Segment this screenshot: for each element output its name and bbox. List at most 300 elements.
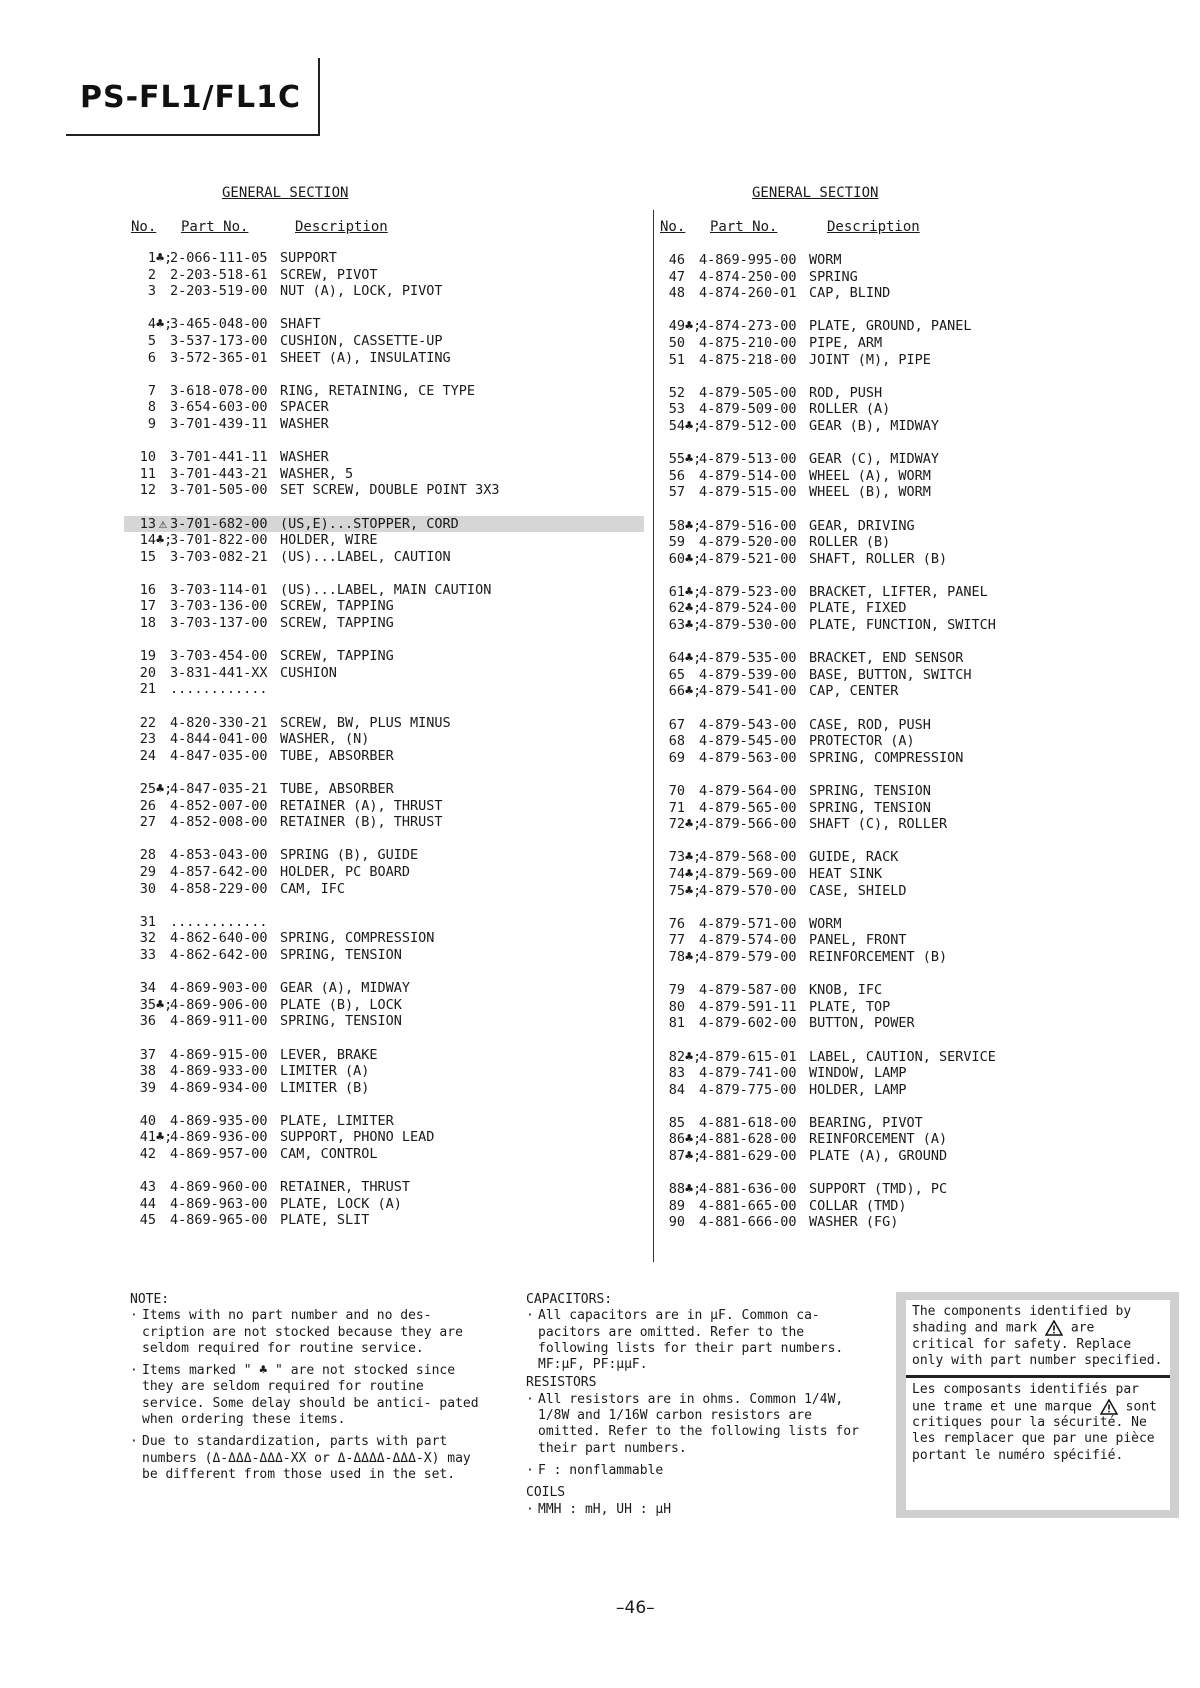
part-description: SCREW, TAPPING: [280, 598, 394, 615]
part-mark: [685, 783, 699, 800]
part-number-index: 85: [668, 1114, 685, 1131]
part-row: [653, 683, 1173, 700]
part-description: BRACKET, END SENSOR: [809, 650, 964, 667]
part-mark: [156, 930, 170, 947]
part-number-index: 42: [139, 1146, 156, 1163]
part-mark: ♣;: [685, 816, 702, 833]
part-mark: [685, 484, 699, 501]
part-description: GEAR, DRIVING: [809, 517, 915, 534]
part-row: [653, 849, 1173, 866]
part-description: BEARING, PIVOT: [809, 1114, 923, 1131]
part-number: ............: [170, 681, 268, 698]
part-description: (US)...LABEL, CAUTION: [280, 548, 451, 565]
part-number-index: 4: [147, 316, 156, 333]
part-description: PLATE, FUNCTION, SWITCH: [809, 617, 996, 634]
part-number: 4-869-935-00: [170, 1112, 268, 1129]
part-description: SHAFT (C), ROLLER: [809, 816, 948, 833]
part-row: [124, 383, 644, 400]
part-mark: [685, 982, 699, 999]
part-number: 4-874-250-00: [699, 268, 797, 285]
part-number-index: 80: [668, 998, 685, 1015]
part-description: PLATE, LOCK (A): [280, 1195, 402, 1212]
part-description: PLATE, FIXED: [809, 600, 907, 617]
part-number-index: 16: [139, 581, 156, 598]
part-number: 2-066-111-05: [170, 250, 268, 266]
part-number-index: 39: [139, 1079, 156, 1096]
coils-title: COILS: [526, 1485, 566, 1501]
part-mark: [685, 916, 699, 933]
part-row: [653, 1049, 1173, 1066]
part-number: 4-879-569-00: [699, 865, 797, 882]
coils-text: MMH : mH, UH : μH: [538, 1501, 672, 1517]
bullet: ·: [130, 1434, 138, 1450]
part-row: [124, 449, 644, 466]
part-description: SCREW, TAPPING: [280, 648, 394, 665]
part-number: 4-879-563-00: [699, 749, 797, 766]
part-row: [124, 1047, 644, 1064]
part-number-index: 62: [668, 600, 685, 617]
part-row: [653, 1065, 1173, 1082]
part-row: [124, 1212, 644, 1229]
part-mark: [156, 648, 170, 665]
part-number-index: 31: [139, 913, 156, 930]
part-row: [124, 1013, 644, 1030]
part-number: 4-881-666-00: [699, 1214, 797, 1231]
part-number-index: 33: [139, 946, 156, 963]
right-col-no: No.: [660, 219, 686, 235]
part-number-index: 34: [139, 980, 156, 997]
part-row: [124, 781, 644, 798]
part-description: ROLLER (A): [809, 401, 891, 418]
part-number: 4-879-523-00: [699, 583, 797, 600]
part-row: [124, 482, 644, 499]
resistors-text: All resistors are in ohms. Common 1/4W, 1/8W and 1/16W carbon resistors are omitted. Refer to the following lists for their part numbers.: [538, 1391, 859, 1456]
coils-item: [526, 1502, 866, 1518]
part-row: [124, 814, 644, 831]
bullet: ·: [130, 1363, 138, 1379]
part-number-index: 72: [668, 816, 685, 833]
part-description: WASHER (FG): [809, 1214, 899, 1231]
part-mark: [685, 750, 699, 767]
safety-notice-inner: [906, 1300, 1170, 1510]
left-section-title: GENERAL SECTION: [222, 185, 349, 201]
part-row: [124, 980, 644, 997]
part-row: [653, 1181, 1173, 1198]
part-number-index: 28: [139, 847, 156, 864]
part-number: 4-869-906-00: [170, 996, 268, 1013]
capacitors-title: CAPACITORS:: [526, 1292, 613, 1307]
part-row: [653, 982, 1173, 999]
part-number-index: 8: [147, 399, 156, 416]
part-mark: [156, 582, 170, 599]
part-mark: ♣;: [685, 683, 702, 700]
right-col-desc: Description: [827, 219, 920, 235]
capacitor-units: MF:μF, PF:μμF.: [538, 1357, 648, 1373]
part-mark: [685, 999, 699, 1016]
part-number: 4-879-515-00: [699, 484, 797, 501]
part-description: SHAFT, ROLLER (B): [809, 550, 948, 567]
bullet: ·: [526, 1391, 534, 1407]
right-parts-list: [653, 252, 1173, 1231]
part-number: 4-879-505-00: [699, 384, 797, 401]
part-number: 4-879-516-00: [699, 517, 797, 534]
part-mark: [685, 932, 699, 949]
part-mark: [685, 1115, 699, 1132]
part-number-index: 41: [139, 1129, 156, 1146]
part-mark: [685, 1082, 699, 1099]
part-description: SHEET (A), INSULATING: [280, 349, 451, 366]
part-number-index: 32: [139, 930, 156, 947]
part-mark: ♣;: [685, 1131, 702, 1148]
part-number-index: 48: [668, 285, 685, 302]
part-row: [124, 1080, 644, 1097]
note-item-1: [130, 1308, 480, 1357]
part-row: [653, 1015, 1173, 1032]
part-description: PLATE (B), LOCK: [280, 996, 402, 1013]
safety-separator: [906, 1375, 1170, 1378]
part-number-index: 19: [139, 648, 156, 665]
part-number-index: 87: [668, 1148, 685, 1165]
part-mark: [685, 1198, 699, 1215]
part-number-index: 25: [139, 781, 156, 797]
part-number: 4-852-008-00: [170, 814, 268, 831]
part-number: 3-465-048-00: [170, 316, 268, 333]
part-description: GEAR (C), MIDWAY: [809, 451, 940, 468]
part-number: 4-869-957-00: [170, 1146, 268, 1163]
part-mark: ♣;: [685, 849, 702, 866]
part-mark: ♣;: [685, 318, 702, 335]
part-number: 4-844-041-00: [170, 731, 268, 748]
part-description: SHAFT: [280, 316, 321, 333]
part-row: [653, 451, 1173, 468]
part-description: WASHER, 5: [280, 465, 354, 482]
right-col-part: Part No.: [710, 219, 778, 235]
part-number-index: 67: [668, 716, 685, 733]
part-number: 4-869-936-00: [170, 1129, 268, 1146]
part-row: [124, 648, 644, 665]
part-number: 4-869-903-00: [170, 980, 268, 997]
part-description: WHEEL (B), WORM: [809, 484, 931, 501]
part-description: PLATE, GROUND, PANEL: [809, 318, 972, 335]
part-description: HOLDER, WIRE: [280, 532, 378, 549]
part-number: 4-879-566-00: [699, 816, 797, 833]
part-description: LIMITER (B): [280, 1079, 370, 1096]
part-row: [124, 1146, 644, 1163]
part-number-index: 73: [668, 849, 685, 866]
part-row: [653, 1131, 1173, 1148]
part-mark: [156, 449, 170, 466]
part-description: SPRING: [809, 268, 858, 285]
part-row: [124, 881, 644, 898]
part-row: [124, 665, 644, 682]
note-text: Items marked " ♣ " are not stocked since they are seldom required for routine service. Some delay should be antici- pated when ordering these items.: [142, 1363, 479, 1428]
part-number-index: 49: [668, 318, 685, 335]
part-description: (US,E)...STOPPER, CORD: [280, 515, 459, 532]
part-description: HOLDER, PC BOARD: [280, 863, 411, 880]
part-mark: ♣;: [156, 1129, 173, 1146]
part-number-index: 88: [668, 1181, 685, 1198]
part-mark: ♣;: [156, 996, 173, 1013]
part-row: [653, 1115, 1173, 1132]
part-number-index: 35: [139, 996, 156, 1013]
part-row: [653, 551, 1173, 568]
part-mark: [156, 598, 170, 615]
part-mark: [156, 549, 170, 566]
part-number-index: 53: [668, 401, 685, 418]
part-description: WASHER: [280, 415, 329, 432]
part-mark: ♣;: [156, 532, 173, 549]
safety-french: [906, 1382, 1170, 1464]
part-number-index: 61: [668, 583, 685, 600]
part-number-index: 13: [139, 515, 156, 532]
part-row: [124, 930, 644, 947]
notes-title: NOTE:: [130, 1292, 170, 1307]
part-description: GEAR (A), MIDWAY: [280, 980, 411, 997]
part-number-index: 84: [668, 1081, 685, 1098]
part-description: (US)...LABEL, MAIN CAUTION: [280, 581, 492, 598]
part-mark: ♣;: [685, 882, 702, 899]
part-mark: [685, 269, 699, 286]
part-number: 4-879-524-00: [699, 600, 797, 617]
part-number: 4-869-933-00: [170, 1063, 268, 1080]
part-row: [124, 333, 644, 350]
part-number-index: 43: [139, 1179, 156, 1196]
part-description: PIPE, ARM: [809, 334, 883, 351]
part-description: REINFORCEMENT (B): [809, 948, 948, 965]
part-description: WORM: [809, 252, 842, 268]
part-number: 3-703-137-00: [170, 615, 268, 632]
part-number-index: 77: [668, 932, 685, 949]
part-number: 4-869-965-00: [170, 1212, 268, 1229]
part-number: 4-879-741-00: [699, 1065, 797, 1082]
part-row: [653, 584, 1173, 601]
part-mark: [685, 385, 699, 402]
part-number: 4-879-775-00: [699, 1081, 797, 1098]
part-description: BASE, BUTTON, SWITCH: [809, 666, 972, 683]
part-number: 3-618-078-00: [170, 382, 268, 399]
part-number: 4-879-570-00: [699, 882, 797, 899]
part-number: 4-879-530-00: [699, 617, 797, 634]
part-number-index: 51: [668, 351, 685, 368]
part-number-index: 26: [139, 797, 156, 814]
part-number: 3-703-136-00: [170, 598, 268, 615]
bullet: ·: [526, 1308, 534, 1324]
part-number-index: 50: [668, 334, 685, 351]
part-row: [124, 316, 644, 333]
part-description: RETAINER, THRUST: [280, 1179, 411, 1196]
part-number: 3-703-114-01: [170, 581, 268, 598]
warning-triangle-icon: [1045, 1320, 1063, 1336]
part-description: CAP, CENTER: [809, 683, 899, 700]
part-number-index: 54: [668, 417, 685, 434]
part-mark: [156, 399, 170, 416]
part-row: [653, 468, 1173, 485]
safety-notice-box: [896, 1292, 1179, 1518]
part-number: 4-881-629-00: [699, 1148, 797, 1165]
part-row: [653, 600, 1173, 617]
part-mark: ♣;: [685, 650, 702, 667]
part-mark: [156, 665, 170, 682]
part-mark: [685, 252, 699, 269]
part-description: SPRING, COMPRESSION: [809, 749, 964, 766]
part-number: 4-879-539-00: [699, 666, 797, 683]
part-mark: [156, 1080, 170, 1097]
part-description: LABEL, CAUTION, SERVICE: [809, 1048, 996, 1065]
part-number: 3-701-443-21: [170, 465, 268, 482]
part-description: SCREW, BW, PLUS MINUS: [280, 714, 451, 731]
safety-english: [906, 1300, 1170, 1369]
part-number: 3-701-441-11: [170, 449, 268, 466]
part-number-index: 1: [147, 250, 156, 266]
part-row: [653, 717, 1173, 734]
part-description: SPRING, TENSION: [280, 1013, 402, 1030]
part-number: 4-847-035-21: [170, 781, 268, 797]
part-row: [653, 999, 1173, 1016]
part-description: HOLDER, LAMP: [809, 1081, 907, 1098]
part-number: 4-875-210-00: [699, 334, 797, 351]
part-description: PLATE (A), GROUND: [809, 1148, 948, 1165]
part-row: [653, 385, 1173, 402]
part-row: [653, 1082, 1173, 1099]
part-mark: [685, 352, 699, 369]
part-number-index: 29: [139, 863, 156, 880]
part-description: SPACER: [280, 399, 329, 416]
part-number: 2-203-519-00: [170, 283, 268, 300]
part-number-index: 55: [668, 451, 685, 468]
model-title: PS-FL1/FL1C: [80, 80, 301, 115]
note-item-2: [130, 1363, 480, 1428]
part-number: 3-831-441-XX: [170, 664, 268, 681]
part-mark: [156, 1196, 170, 1213]
part-row: [653, 883, 1173, 900]
header-rule-horizontal: [66, 134, 320, 136]
safety-en-b: are critical for safety.: [912, 1320, 1095, 1352]
part-mark: [685, 1214, 699, 1231]
part-number: 4-879-568-00: [699, 849, 797, 866]
part-number: 3-701-822-00: [170, 532, 268, 549]
part-mark: ♣;: [685, 417, 702, 434]
resistors-item: [526, 1392, 866, 1457]
part-number: 4-879-513-00: [699, 451, 797, 468]
bullet: ·: [526, 1501, 534, 1517]
part-description: PANEL, FRONT: [809, 932, 907, 949]
part-description: SUPPORT (TMD), PC: [809, 1181, 948, 1198]
part-number: 4-879-520-00: [699, 534, 797, 551]
safety-en-a: The components identified by shading and mark: [912, 1304, 1132, 1336]
part-row: [653, 518, 1173, 535]
header-rule-vertical: [318, 58, 320, 136]
part-mark: [156, 615, 170, 632]
part-number: 4-869-915-00: [170, 1046, 268, 1063]
part-description: CUSHION, CASSETTE-UP: [280, 332, 443, 349]
part-number: 4-879-615-01: [699, 1048, 797, 1065]
part-number-index: 7: [147, 382, 156, 399]
part-row: [124, 681, 644, 698]
part-mark: [156, 731, 170, 748]
part-number-index: 11: [139, 465, 156, 482]
part-number-index: 59: [668, 534, 685, 551]
part-row: [124, 864, 644, 881]
part-number: ............: [170, 913, 268, 930]
part-mark: ♣;: [685, 617, 702, 634]
part-number-index: 68: [668, 733, 685, 750]
part-description: CASE, ROD, PUSH: [809, 716, 931, 733]
part-description: LIMITER (A): [280, 1063, 370, 1080]
part-mark: [156, 466, 170, 483]
part-row: [653, 750, 1173, 767]
part-number-index: 15: [139, 548, 156, 565]
part-number: 4-869-995-00: [699, 252, 797, 268]
part-mark: [156, 1113, 170, 1130]
part-mark: [685, 1065, 699, 1082]
part-mark: ♣;: [156, 316, 173, 333]
part-number-index: 52: [668, 384, 685, 401]
part-mark: [156, 847, 170, 864]
part-number-index: 47: [668, 268, 685, 285]
part-row: [124, 416, 644, 433]
part-row: [124, 532, 644, 549]
part-description: SPRING, COMPRESSION: [280, 930, 435, 947]
part-mark: [156, 715, 170, 732]
part-number: 4-881-665-00: [699, 1197, 797, 1214]
part-number-index: 71: [668, 799, 685, 816]
part-number: 4-879-509-00: [699, 401, 797, 418]
part-number-index: 90: [668, 1214, 685, 1231]
part-number-index: 65: [668, 666, 685, 683]
part-number-index: 66: [668, 683, 685, 700]
part-number: 2-203-518-61: [170, 266, 268, 283]
part-mark: [156, 416, 170, 433]
part-number-index: 17: [139, 598, 156, 615]
part-description: WHEEL (A), WORM: [809, 467, 931, 484]
part-mark: [685, 285, 699, 302]
part-description: COLLAR (TMD): [809, 1197, 907, 1214]
part-number: 3-572-365-01: [170, 349, 268, 366]
part-number: 4-881-636-00: [699, 1181, 797, 1198]
part-number-index: 45: [139, 1212, 156, 1229]
part-number-index: 63: [668, 617, 685, 634]
part-mark: ♣;: [685, 583, 702, 600]
part-number: 3-701-682-00: [170, 515, 268, 532]
part-mark: ⚠: [158, 515, 168, 532]
part-number-index: 2: [147, 266, 156, 283]
part-description: GUIDE, RACK: [809, 849, 899, 866]
part-number: 4-879-587-00: [699, 982, 797, 999]
part-number: 4-852-007-00: [170, 797, 268, 814]
part-row: [653, 252, 1173, 269]
part-row: [124, 847, 644, 864]
part-row: [653, 800, 1173, 817]
part-mark: [685, 534, 699, 551]
part-number-index: 37: [139, 1046, 156, 1063]
part-number: 4-879-545-00: [699, 733, 797, 750]
part-number: 4-879-521-00: [699, 550, 797, 567]
part-number-index: 40: [139, 1112, 156, 1129]
part-number-index: 74: [668, 865, 685, 882]
part-mark: ♣;: [156, 250, 173, 266]
part-row: [653, 650, 1173, 667]
nonflammable-item: [526, 1463, 866, 1479]
part-number: 3-703-082-21: [170, 548, 268, 565]
part-number-index: 22: [139, 714, 156, 731]
warning-triangle-icon: [1100, 1399, 1118, 1415]
part-number-index: 5: [147, 332, 156, 349]
part-description: WASHER, (N): [280, 731, 370, 748]
note-item-3: [130, 1434, 480, 1483]
part-description: SUPPORT, PHONO LEAD: [280, 1129, 435, 1146]
part-mark: [685, 667, 699, 684]
part-description: RETAINER (B), THRUST: [280, 814, 443, 831]
